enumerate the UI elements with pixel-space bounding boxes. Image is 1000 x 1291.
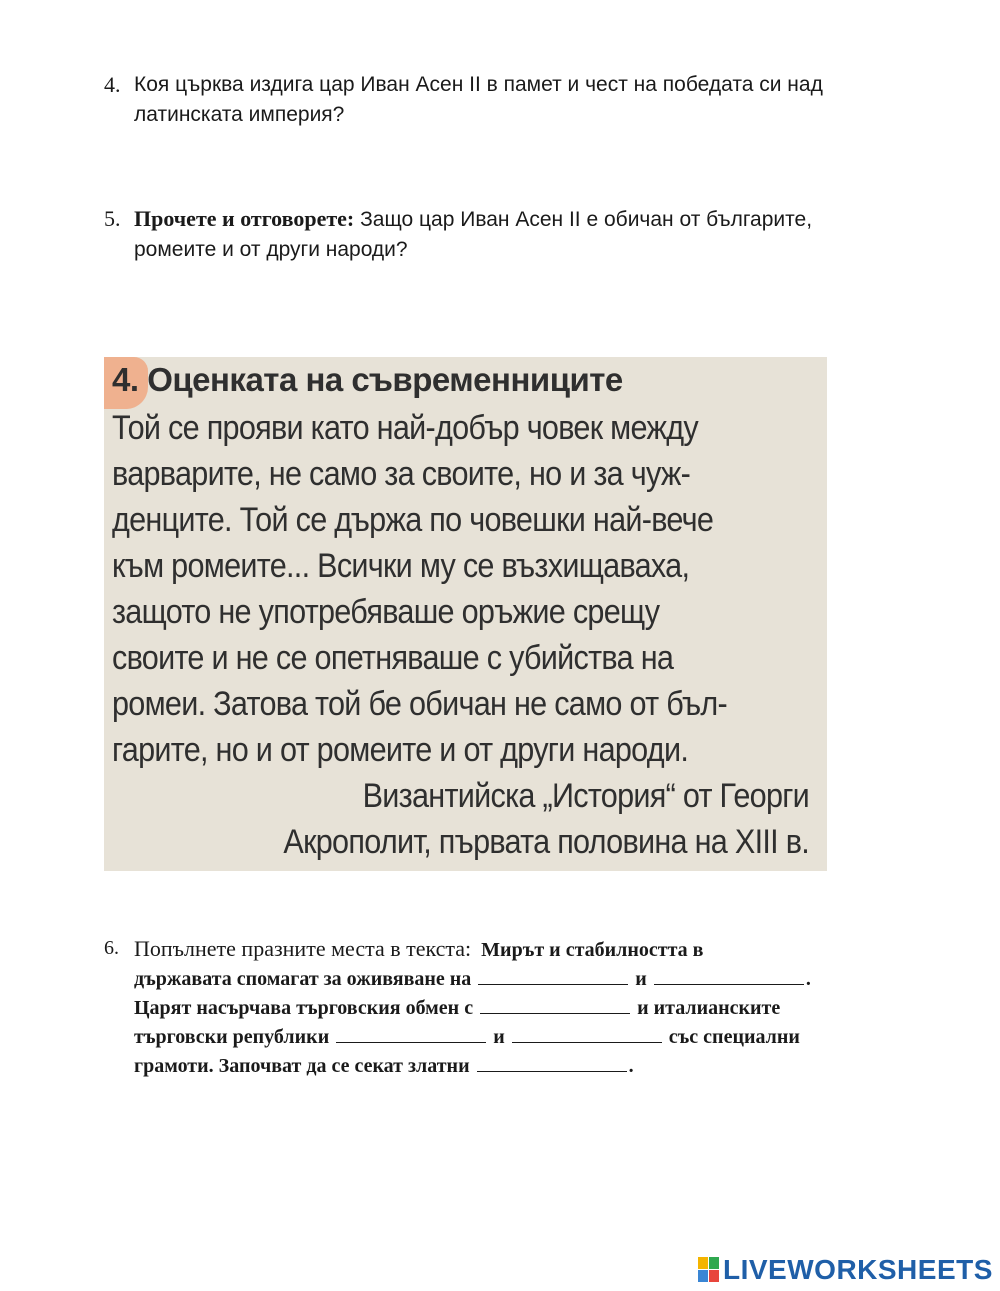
question-6 xyxy=(104,934,964,1081)
fill-text: . xyxy=(628,1055,634,1077)
fill-text: Царят насърчава търговския обмен с xyxy=(134,997,474,1019)
logo-block xyxy=(709,1270,719,1282)
source-excerpt xyxy=(104,357,827,871)
source-line: варварите, не само за своите, но и за чуж- xyxy=(112,455,691,493)
answer-blank[interactable] xyxy=(336,1024,486,1043)
question-4 xyxy=(104,70,964,130)
source-line: към ромеите... Всички му се възхищаваха, xyxy=(112,547,690,585)
fill-text: . xyxy=(805,968,811,990)
answer-blank[interactable] xyxy=(480,995,630,1014)
question-text: латинската империя? xyxy=(134,103,345,126)
fill-text: Мирът и стабилността в xyxy=(481,939,704,961)
logo-text: LIVEWORKSHEETS xyxy=(723,1254,993,1285)
answer-blank[interactable] xyxy=(512,1024,662,1043)
fill-text: със специални xyxy=(668,1026,800,1048)
logo-block xyxy=(709,1257,719,1269)
answer-blank[interactable] xyxy=(478,966,628,985)
source-line: Той се прояви като най-добър човек между xyxy=(112,409,698,447)
question-number: 4. xyxy=(104,72,121,97)
question-number: 6. xyxy=(104,937,119,959)
logo-block xyxy=(698,1257,708,1269)
question-lead: Прочете и отговорете: xyxy=(134,206,355,231)
question-instruction: Попълнете празните места в текста: xyxy=(134,936,472,961)
source-citation: Византийска „История“ от Георги xyxy=(362,777,809,815)
question-number: 5. xyxy=(104,206,121,231)
logo-block xyxy=(698,1270,708,1282)
liveworksheets-logo[interactable] xyxy=(698,1255,993,1285)
question-text: ромеите и от други народи? xyxy=(134,238,408,261)
liveworksheets-blocks-icon xyxy=(698,1257,720,1283)
answer-blank[interactable] xyxy=(654,966,804,985)
fill-text: и xyxy=(635,968,647,990)
source-line: ромеи. Затова той бе обичан не само от бъл- xyxy=(112,685,728,723)
question-5 xyxy=(104,204,964,265)
question-text: Защо цар Иван Асен II е обичан от българите, xyxy=(354,208,813,231)
question-text: Коя църква издига цар Иван Асен II в памет и чест на победата си над xyxy=(134,73,823,96)
source-citation: Акрополит, първата половина на XIII в. xyxy=(283,823,809,861)
source-title: 4. Оценката на съвременниците xyxy=(112,361,623,398)
answer-blank[interactable] xyxy=(477,1053,627,1072)
fill-text: и италианските xyxy=(637,997,781,1019)
fill-text: и xyxy=(493,1026,505,1048)
source-line: своите и не се опетняваше с убийства на xyxy=(112,639,674,677)
source-line: гарите, но и от ромеите и от други народи. xyxy=(112,731,689,769)
fill-text: грамоти. Започват да се секат златни xyxy=(134,1055,470,1077)
source-line: денците. Той се държа по човешки най-вече xyxy=(112,501,714,539)
fill-text: търговски републики xyxy=(134,1026,330,1048)
source-line: защото не употребяваше оръжие срещу xyxy=(112,593,660,631)
fill-text: държавата спомагат за оживяване на xyxy=(134,968,472,990)
